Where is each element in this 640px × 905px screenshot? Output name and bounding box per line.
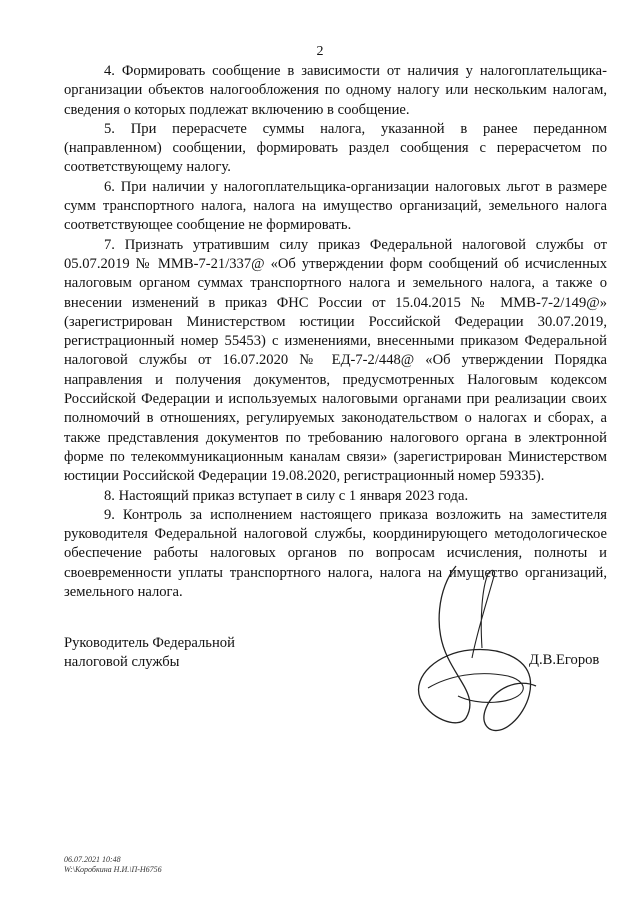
signature-stroke-tail — [472, 570, 495, 658]
signature-stroke-main — [419, 566, 536, 731]
footer-file-path: W:\Коробкина Н.И.\П-Н6756 — [64, 865, 162, 874]
paragraph-4: 4. Формировать сообщение в зависимости от наличия у налогоплательщика-организации объектов налогообложения по одному налогу или нескольким налогам, сведения о которых подлежат включению в сообщение. — [64, 63, 607, 118]
signer-title-line-2: налоговой службы — [64, 654, 180, 671]
paragraph-6: 6. При наличии у налогоплательщика-организации налоговых льгот в размере сумм транспортного налога, налога на имущество организаций, земельного налога соответствующее сообщение не формировать. — [64, 178, 607, 234]
signature-stroke-loop — [428, 674, 523, 703]
handwritten-signature — [408, 558, 548, 748]
page-number: 2 — [316, 44, 324, 59]
signer-name: Д.В.Егоров — [529, 652, 600, 668]
document-body — [64, 62, 607, 602]
signer-title — [64, 634, 304, 673]
paragraph-5: 5. При перерасчете суммы налога, указанной в ранее переданном (направленном) сообщении, формировать раздел сообщения с перерасчетом по соответствующему налогу. — [64, 120, 607, 176]
signer-title-line-1: Руководитель Федеральной — [64, 635, 235, 651]
footer-timestamp: 06.07.2021 10:48 — [64, 855, 121, 864]
footer-stamp — [64, 855, 264, 875]
paragraph-8: 8. Настоящий приказ вступает в силу с 1 января 2023 года. — [104, 487, 469, 504]
paragraph-9: 9. Контроль за исполнением настоящего приказа возложить на заместителя руководителя Федеральной налоговой службы, координирующего методологическое обеспечение работы налоговых органов по вопросам исчисления, полноты и своевременности уплаты транспортного налога, налога на имущество организаций, земельного налога. — [64, 506, 607, 601]
paragraph-7: 7. Признать утратившим силу приказ Федеральной налоговой службы от 05.07.2019 № ММВ-7-21/337@ «Об утверждении форм сообщений об исчисленных налоговым органом суммах транспортного налога и земельного налога, а также о внесении изменений в приказ ФНС России от 15.04.2015 № ММВ-7-2/149@» (зарегистрирован Министерством юстиции Российской Федерации 30.07.2019, регистрационный номер 55453) с изменениями, внесенными приказом Федеральной налоговой службы от 16.07.2020 № ЕД-7-2/448@ «Об утверждении Порядка направления и получения документов, предусмотренных Налоговым кодексом Российской Федерации и используемых налоговыми органами при реализации своих полномочий в отношениях, регулируемых законодательством о налогах и сборах, а также представления документов по требованию налогового органа в электронной форме по телекоммуникационным каналам связи» (зарегистрирован Министерством юстиции Российской Федерации 19.08.2020, регистрационный номер 59335). — [64, 236, 607, 485]
